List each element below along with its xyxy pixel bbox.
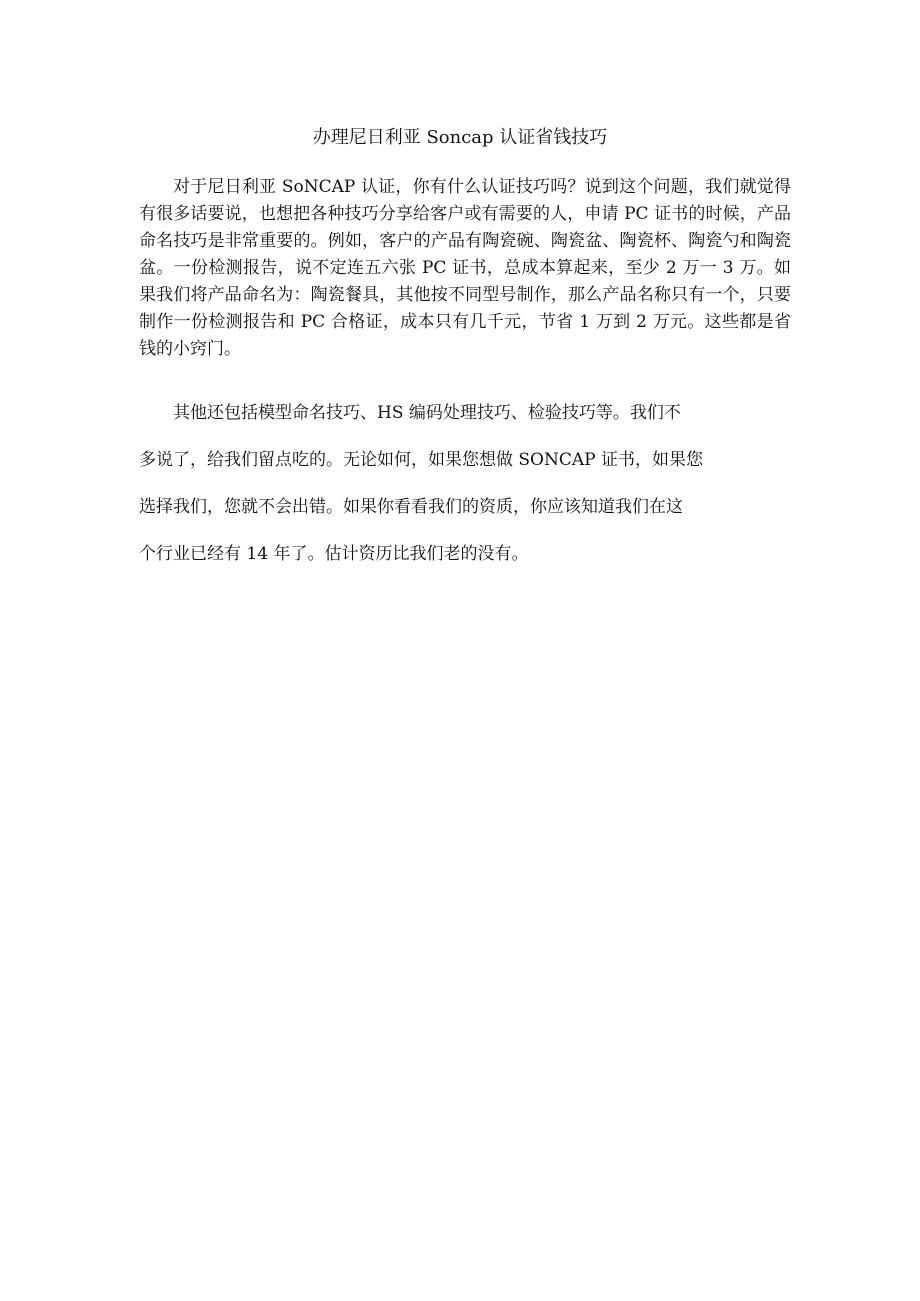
paragraph-2-line-1: 其他还包括模型命名技巧、HS 编码处理技巧、检验技巧等。我们不: [173, 403, 681, 423]
paragraph-2-line-3: 选择我们，您就不会出错。如果你看看我们的资质，你应该知道我们在这: [139, 497, 683, 517]
paragraph-2-line-2: 多说了，给我们留点吃的。无论如何，如果您想做 SONCAP 证书，如果您: [139, 450, 703, 470]
document-title: 办理尼日利亚 Soncap 认证省钱技巧: [312, 127, 608, 148]
paragraph-1: 对于尼日利亚 SoNCAP 认证，你有什么认证技巧吗？说到这个问题，我们就觉得有很多话要说，也想把各种技巧分享给客户或有需要的人，申请 PC 证书的时候，产品命名技巧是非常重要的。例如，客户的产品有陶瓷碗、陶瓷盆、陶瓷杯、陶瓷勺和陶瓷盆。一份检测报告，说不定连五六张 PC 证书，总成本算起来，至少 2 万一 3 万。如果我们将产品命名为：陶瓷餐具，其他按不同型号制作，那么产品名称只有一个，只要制作一份检测报告和 PC 合格证，成本只有几千元，节省 1 万到 2 万元。这些都是省钱的小窍门。: [139, 177, 791, 359]
paragraph-2-line-4: 个行业已经有 14 年了。估计资历比我们老的没有。: [139, 544, 529, 564]
paragraph-2: [139, 398, 791, 586]
